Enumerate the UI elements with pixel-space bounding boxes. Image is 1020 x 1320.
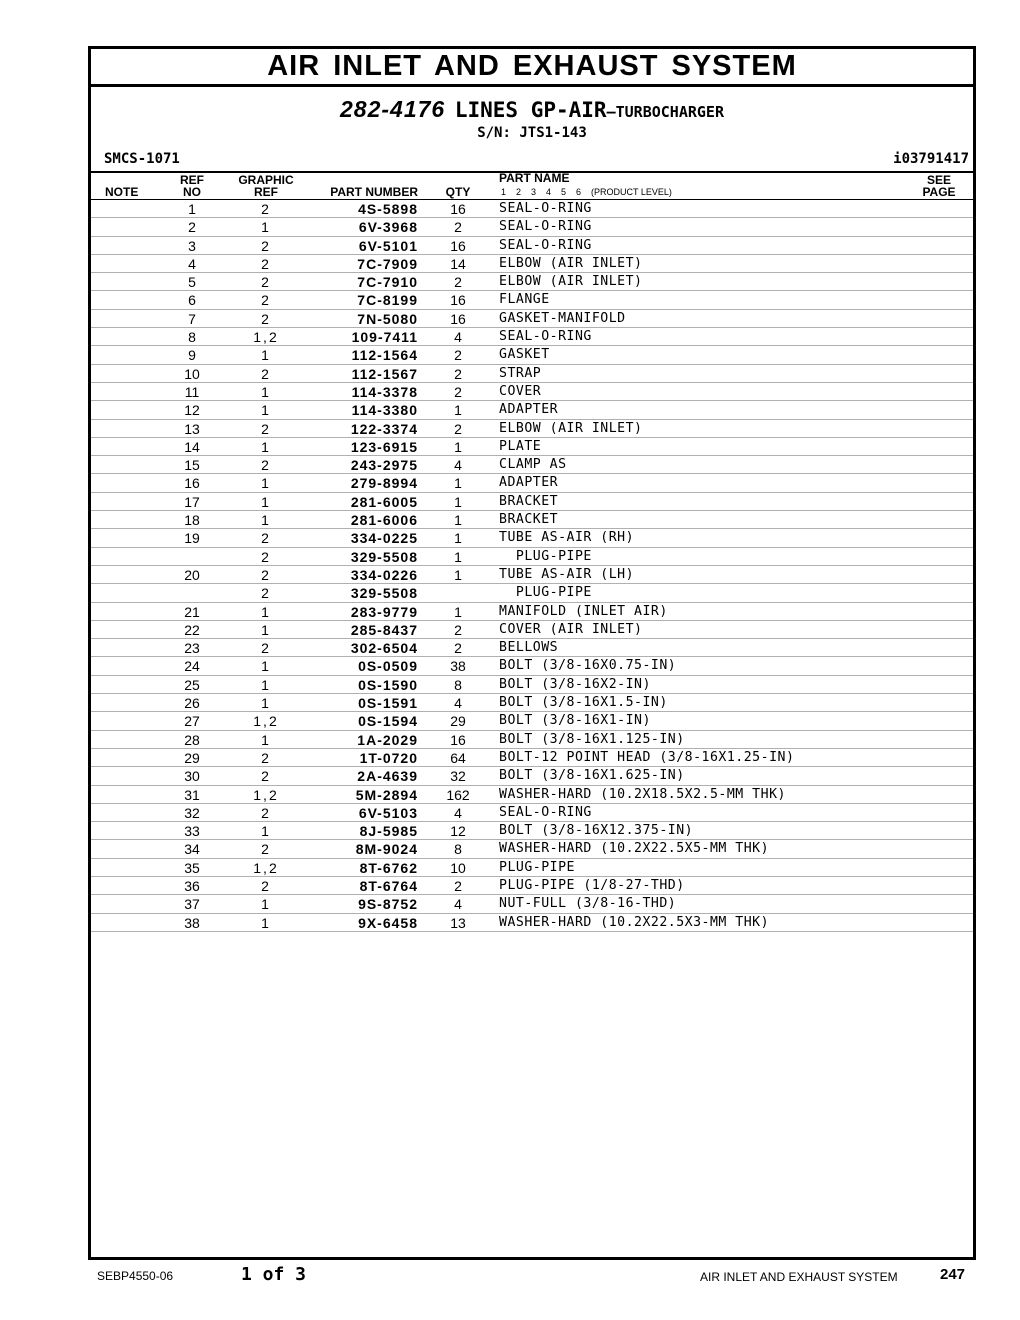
part-name-cell: SEAL-O-RING	[499, 237, 592, 253]
serial-number: S/N: JTS1-143	[477, 125, 587, 141]
ref-no-cell: 19	[184, 530, 200, 547]
graphic-ref-cell: 2	[261, 530, 271, 547]
part-name-cell: ELBOW (AIR INLET)	[499, 255, 643, 271]
part-number-cell: 112-1567	[351, 365, 418, 382]
part-name-cell: PLATE	[499, 438, 542, 454]
group-subname: —TURBOCHARGER	[606, 103, 724, 121]
part-number-cell: 7N-5080	[357, 310, 418, 327]
ref-no-cell: 9	[188, 347, 196, 364]
part-number-cell: 334-0226	[350, 566, 418, 583]
ref-no-cell: 37	[184, 896, 200, 913]
graphic-ref-cell: 1	[261, 493, 271, 510]
table-row	[91, 566, 973, 584]
part-name-cell: BOLT (3/8-16X2-IN)	[499, 676, 651, 692]
part-name-cell: BOLT (3/8-16X1.625-IN)	[499, 768, 685, 784]
ref-no-cell: 8	[188, 329, 196, 346]
table-row	[91, 438, 973, 456]
ref-no-cell: 25	[184, 676, 200, 693]
ref-no-cell: 26	[184, 695, 200, 712]
part-name-cell: GASKET-MANIFOLD	[499, 310, 626, 326]
part-number-cell: 0S-0509	[358, 658, 418, 675]
qty-cell: 16	[450, 292, 466, 309]
table-row	[91, 731, 973, 749]
part-number-cell: 279-8994	[350, 475, 418, 492]
table-row	[91, 786, 973, 804]
table-row	[91, 712, 973, 730]
qty-cell: 4	[454, 695, 462, 712]
part-number-cell: 5M-2894	[355, 786, 418, 803]
qty-cell: 16	[450, 237, 466, 254]
part-name-cell: BRACKET	[499, 493, 559, 509]
graphic-ref-cell: 2	[261, 310, 271, 327]
qty-cell: 4	[454, 457, 462, 474]
part-name-cell: BOLT (3/8-16X1.5-IN)	[499, 695, 668, 711]
ref-no-cell: 3	[188, 237, 196, 254]
col-see-top: SEE	[926, 173, 951, 187]
graphic-ref-cell: 1	[261, 512, 271, 529]
part-number-cell: 122-3374	[350, 420, 418, 437]
ref-no-cell: 27	[184, 713, 200, 730]
part-name-cell: ELBOW (AIR INLET)	[499, 274, 643, 290]
graphic-ref-cell: 1	[261, 658, 271, 675]
qty-cell: 1	[454, 438, 462, 455]
ref-no-cell: 1	[188, 201, 196, 217]
part-number-cell: 302-6504	[350, 640, 418, 657]
table-row	[91, 401, 973, 419]
graphic-ref-cell: 2	[261, 255, 271, 272]
qty-cell: 13	[450, 914, 466, 931]
part-number-cell: 2A-4639	[357, 768, 418, 785]
col-graphic-bottom: REF	[254, 185, 278, 199]
ref-no-cell: 32	[184, 804, 200, 821]
part-name-cell: SEAL-O-RING	[499, 804, 592, 820]
graphic-ref-cell: 1	[261, 347, 271, 364]
graphic-ref-cell: 2	[261, 457, 271, 474]
qty-cell: 162	[446, 786, 470, 803]
qty-cell: 2	[454, 877, 462, 894]
col-graphic-top: GRAPHIC	[238, 173, 294, 187]
graphic-ref-cell: 1	[261, 383, 271, 400]
part-name-cell: STRAP	[499, 365, 542, 381]
graphic-ref-cell: 2	[261, 566, 271, 583]
ref-no-cell: 11	[184, 383, 200, 400]
title-bar	[91, 49, 973, 87]
graphic-ref-cell: 2	[261, 640, 271, 657]
table-row	[91, 895, 973, 913]
part-name-cell: BRACKET	[499, 512, 559, 528]
part-name-cell: PLUG-PIPE	[499, 585, 592, 601]
part-name-cell: WASHER-HARD (10.2X22.5X5-MM THK)	[499, 841, 770, 857]
table-row	[91, 859, 973, 877]
ref-no-cell: 23	[184, 640, 200, 657]
qty-cell: 2	[454, 383, 462, 400]
qty-cell: 1	[454, 603, 462, 620]
part-number-cell: 283-9779	[350, 603, 418, 620]
ref-no-cell: 17	[184, 493, 200, 510]
ref-no-cell: 24	[184, 658, 200, 675]
graphic-ref-cell: 1	[261, 438, 271, 455]
table-row	[91, 218, 973, 236]
part-number-cell: 7C-8199	[357, 292, 418, 309]
ref-no-cell: 7	[188, 310, 196, 327]
qty-cell: 16	[450, 310, 466, 327]
qty-cell: 1	[454, 548, 462, 565]
ref-no-cell: 35	[184, 859, 200, 876]
table-row	[91, 804, 973, 822]
qty-cell: 10	[450, 859, 466, 876]
graphic-ref-cell: 1	[261, 731, 271, 748]
illustration-id: i03791417	[893, 151, 969, 167]
part-name-cell: BELLOWS	[499, 640, 559, 656]
table-row	[91, 310, 973, 328]
graphic-ref-cell: 2	[261, 804, 271, 821]
part-number-cell: 1A-2029	[357, 731, 418, 748]
table-row	[91, 529, 973, 547]
part-number-cell: 6V-5103	[358, 804, 418, 821]
col-part-name: PART NAME	[499, 171, 570, 185]
smcs-code: SMCS-1071	[104, 151, 180, 167]
group-heading	[91, 97, 973, 124]
qty-cell: 1	[454, 475, 462, 492]
table-row	[91, 346, 973, 364]
col-ref-bottom: NO	[183, 185, 201, 199]
table-row	[91, 273, 973, 291]
part-name-cell: WASHER-HARD (10.2X22.5X3-MM THK)	[499, 914, 770, 930]
part-number-cell: 4S-5898	[358, 201, 418, 217]
graphic-ref-cell: 1	[261, 621, 271, 638]
table-row	[91, 365, 973, 383]
part-number-cell: 243-2975	[350, 457, 418, 474]
qty-cell: 32	[450, 768, 466, 785]
col-see-bottom: PAGE	[922, 185, 956, 199]
graphic-ref-cell: 1,2	[253, 329, 279, 346]
page-footer	[0, 1264, 1020, 1294]
table-row	[91, 328, 973, 346]
graphic-ref-cell: 2	[261, 548, 271, 565]
part-name-cell: ADAPTER	[499, 475, 559, 491]
smcs-row	[91, 149, 973, 173]
part-name-cell: FLANGE	[499, 292, 550, 308]
part-number-cell: 0S-1594	[358, 713, 418, 730]
table-row	[91, 822, 973, 840]
part-number-cell: 6V-5101	[358, 237, 418, 254]
table-row	[91, 676, 973, 694]
part-number-cell: 7C-7909	[357, 255, 418, 272]
table-row	[91, 474, 973, 492]
graphic-ref-cell: 2	[261, 292, 271, 309]
graphic-ref-cell: 2	[261, 365, 271, 382]
graphic-ref-cell: 1,2	[253, 859, 279, 876]
part-number-cell: 9X-6458	[358, 914, 418, 931]
col-note: NOTE	[105, 185, 139, 199]
footer-section: AIR INLET AND EXHAUST SYSTEM	[700, 1270, 898, 1284]
table-row	[91, 767, 973, 785]
qty-cell: 2	[454, 365, 462, 382]
ref-no-cell: 2	[188, 219, 196, 236]
part-number-cell: 8M-9024	[355, 841, 418, 858]
table-row	[91, 639, 973, 657]
graphic-ref-cell: 2	[261, 768, 271, 785]
graphic-ref-cell: 2	[261, 585, 271, 602]
table-row	[91, 584, 973, 602]
qty-cell: 4	[454, 329, 462, 346]
part-number-cell: 1T-0720	[359, 749, 418, 766]
qty-cell: 4	[454, 804, 462, 821]
qty-cell: 2	[454, 274, 462, 291]
part-name-cell: BOLT-12 POINT HEAD (3/8-16X1.25-IN)	[499, 749, 795, 765]
table-row	[91, 914, 973, 932]
footer-doc-id: SEBP4550-06	[97, 1269, 174, 1283]
graphic-ref-cell: 2	[261, 274, 271, 291]
part-name-cell: TUBE AS-AIR (LH)	[499, 566, 635, 582]
col-product-levels: 1 2 3 4 5 6 (PRODUCT LEVEL)	[501, 187, 672, 197]
graphic-ref-cell: 2	[261, 237, 271, 254]
qty-cell: 1	[454, 566, 462, 583]
qty-cell: 2	[454, 420, 462, 437]
part-number-cell: 8T-6764	[359, 877, 418, 894]
graphic-ref-cell: 1	[261, 219, 271, 236]
col-part-number: PART NUMBER	[330, 185, 418, 199]
page-title: AIR INLET AND EXHAUST SYSTEM	[267, 50, 797, 82]
part-name-cell: PLUG-PIPE	[499, 859, 575, 875]
table-row	[91, 237, 973, 255]
ref-no-cell: 15	[184, 457, 200, 474]
part-number-cell: 114-3380	[351, 402, 418, 419]
col-ref-top: REF	[180, 173, 204, 187]
ref-no-cell: 16	[184, 475, 200, 492]
ref-no-cell: 10	[184, 365, 200, 382]
part-number-cell: 114-3378	[351, 383, 418, 400]
table-header	[91, 173, 973, 200]
qty-cell: 12	[450, 823, 466, 840]
ref-no-cell: 34	[184, 841, 200, 858]
part-name-cell: SEAL-O-RING	[499, 201, 592, 216]
footer-page-number: 247	[940, 1266, 966, 1283]
table-row	[91, 200, 973, 218]
table-row	[91, 749, 973, 767]
table-row	[91, 603, 973, 621]
graphic-ref-cell: 1	[261, 823, 271, 840]
qty-cell: 8	[454, 841, 462, 858]
part-number-cell: 7C-7910	[357, 274, 418, 291]
page-frame	[88, 46, 976, 1260]
qty-cell: 38	[450, 658, 466, 675]
graphic-ref-cell: 1	[261, 603, 271, 620]
part-number-cell: 112-1564	[351, 347, 418, 364]
group-part-number: 282-4176	[340, 96, 446, 122]
part-number-cell: 6V-3968	[358, 219, 418, 236]
table-row	[91, 511, 973, 529]
part-number-cell: 334-0225	[350, 530, 418, 547]
graphic-ref-cell: 1	[261, 896, 271, 913]
part-name-cell: MANIFOLD (INLET AIR)	[499, 603, 668, 619]
graphic-ref-cell: 1	[261, 695, 271, 712]
ref-no-cell: 18	[184, 512, 200, 529]
part-number-cell: 281-6006	[350, 512, 418, 529]
part-name-cell: BOLT (3/8-16X1.125-IN)	[499, 731, 685, 747]
qty-cell: 29	[450, 713, 466, 730]
ref-no-cell: 4	[188, 255, 196, 272]
part-name-cell: BOLT (3/8-16X12.375-IN)	[499, 823, 694, 839]
part-name-cell: PLUG-PIPE (1/8-27-THD)	[499, 877, 685, 893]
qty-cell: 2	[454, 640, 462, 657]
part-number-cell: 8T-6762	[359, 859, 418, 876]
part-name-cell: CLAMP AS	[499, 457, 567, 473]
ref-no-cell: 14	[184, 438, 200, 455]
table-row	[91, 840, 973, 858]
qty-cell: 1	[454, 512, 462, 529]
graphic-ref-cell: 1	[261, 676, 271, 693]
part-name-cell: SEAL-O-RING	[499, 329, 592, 345]
table-row	[91, 383, 973, 401]
col-qty: QTY	[445, 185, 471, 199]
ref-no-cell: 5	[188, 274, 196, 291]
group-name: LINES GP-AIR	[454, 98, 607, 122]
table-row	[91, 456, 973, 474]
part-number-cell: 0S-1591	[358, 695, 418, 712]
part-number-cell: 281-6005	[350, 493, 418, 510]
table-row	[91, 694, 973, 712]
part-name-cell: TUBE AS-AIR (RH)	[499, 530, 635, 546]
part-name-cell: NUT-FULL (3/8-16-THD)	[499, 896, 677, 912]
part-name-cell: WASHER-HARD (10.2X18.5X2.5-MM THK)	[499, 786, 786, 802]
qty-cell: 64	[450, 749, 466, 766]
parts-table	[91, 200, 973, 932]
ref-no-cell: 31	[184, 786, 200, 803]
part-number-cell: 123-6915	[350, 438, 418, 455]
graphic-ref-cell: 1,2	[253, 713, 279, 730]
part-name-cell: GASKET	[499, 347, 550, 363]
part-number-cell: 329-5508	[350, 548, 418, 565]
qty-cell: 4	[454, 896, 462, 913]
footer-page-of: 1 of 3	[241, 1264, 307, 1285]
table-row	[91, 621, 973, 639]
part-name-cell: SEAL-O-RING	[499, 219, 592, 235]
part-name-cell: ADAPTER	[499, 402, 559, 418]
graphic-ref-cell: 2	[261, 877, 271, 894]
table-row	[91, 291, 973, 309]
graphic-ref-cell: 1	[261, 402, 271, 419]
graphic-ref-cell: 1,2	[253, 786, 279, 803]
graphic-ref-cell: 2	[261, 201, 271, 217]
part-number-cell: 109-7411	[351, 329, 418, 346]
qty-cell: 16	[450, 201, 466, 217]
graphic-ref-cell: 2	[261, 841, 271, 858]
qty-cell: 8	[454, 676, 462, 693]
ref-no-cell: 12	[184, 402, 200, 419]
qty-cell: 2	[454, 219, 462, 236]
table-row	[91, 493, 973, 511]
ref-no-cell: 28	[184, 731, 200, 748]
part-name-cell: BOLT (3/8-16X1-IN)	[499, 713, 651, 729]
qty-cell: 1	[454, 493, 462, 510]
qty-cell: 1	[454, 530, 462, 547]
part-name-cell: BOLT (3/8-16X0.75-IN)	[499, 658, 677, 674]
part-name-cell: COVER (AIR INLET)	[499, 621, 643, 637]
graphic-ref-cell: 2	[261, 749, 271, 766]
graphic-ref-cell: 1	[261, 475, 271, 492]
part-name-cell: COVER	[499, 383, 542, 399]
ref-no-cell: 13	[184, 420, 200, 437]
part-name-cell: ELBOW (AIR INLET)	[499, 420, 643, 436]
table-row	[91, 657, 973, 675]
table-row	[91, 548, 973, 566]
ref-no-cell: 29	[184, 749, 200, 766]
table-row	[91, 420, 973, 438]
part-number-cell: 329-5508	[350, 585, 418, 602]
part-name-cell: PLUG-PIPE	[499, 548, 592, 564]
table-row	[91, 877, 973, 895]
graphic-ref-cell: 2	[261, 420, 271, 437]
part-number-cell: 285-8437	[350, 621, 418, 638]
table-row	[91, 255, 973, 273]
ref-no-cell: 22	[184, 621, 200, 638]
ref-no-cell: 6	[188, 292, 196, 309]
part-number-cell: 8J-5985	[359, 823, 418, 840]
qty-cell: 14	[450, 255, 466, 272]
ref-no-cell: 33	[184, 823, 200, 840]
part-number-cell: 0S-1590	[358, 676, 418, 693]
qty-cell: 16	[450, 731, 466, 748]
ref-no-cell: 36	[184, 877, 200, 894]
graphic-ref-cell: 1	[261, 914, 271, 931]
ref-no-cell: 21	[184, 603, 200, 620]
qty-cell: 1	[454, 402, 462, 419]
part-number-cell: 9S-8752	[358, 896, 418, 913]
ref-no-cell: 38	[184, 914, 200, 931]
qty-cell: 2	[454, 347, 462, 364]
qty-cell: 2	[454, 621, 462, 638]
ref-no-cell: 30	[184, 768, 200, 785]
ref-no-cell: 20	[184, 566, 200, 583]
